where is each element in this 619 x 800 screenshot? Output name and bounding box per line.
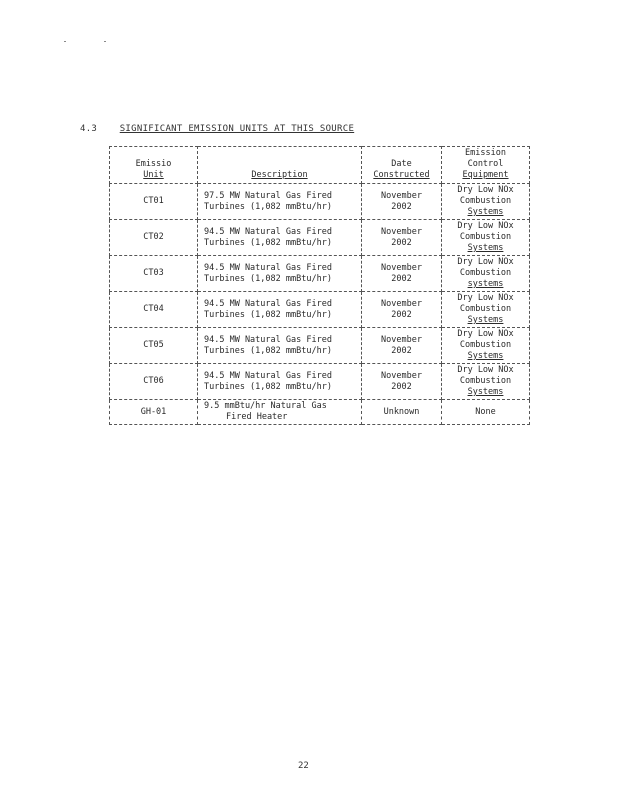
cell-text: systems [467,279,504,289]
cell-text: Dry Low NOx [457,221,514,231]
cell-text: November [381,298,422,309]
emission-units-table [109,146,530,425]
cell-text: November [381,262,422,273]
cell-text: 94.5 MW Natural Gas Fired [204,226,332,237]
table-row [110,184,530,220]
table-row [110,292,530,328]
cell-text: Fired Heater [226,412,288,422]
cell-date [362,364,442,400]
cell-text: Systems [467,387,504,397]
cell-text: Turbines (1,082 mmBtu/hr) [204,237,332,248]
header-text: Date [391,159,412,169]
cell-equipment [442,400,530,425]
cell-description [198,184,362,220]
cell-text: Combustion [459,376,512,386]
header-text: Unit [143,170,164,180]
section-heading [80,124,354,134]
header-date-constructed [362,147,442,184]
header-text: Emissio [135,159,172,169]
cell-text: Dry Low NOx [457,329,514,339]
cell-text: Combustion [459,304,512,314]
cell-description [198,364,362,400]
cell-text: Combustion [459,196,512,206]
cell-text: Systems [467,315,504,325]
cell-equipment [442,328,530,364]
cell-text: Turbines (1,082 mmBtu/hr) [204,309,332,320]
section-number: 4.3 [80,124,98,134]
cell-text: Dry Low NOx [457,365,514,375]
cell-unit: CT02 [110,220,198,256]
cell-equipment [442,364,530,400]
cell-equipment [442,220,530,256]
cell-text: Systems [467,243,504,253]
scan-speck [104,41,106,42]
cell-text: Unknown [383,406,420,417]
cell-unit: CT01 [110,184,198,220]
header-emission-unit [110,147,198,184]
cell-text: 94.5 MW Natural Gas Fired [204,370,332,381]
cell-text: November [381,334,422,345]
cell-text: Dry Low NOx [457,185,514,195]
table-row [110,256,530,292]
table-row [110,400,530,425]
cell-text: 2002 [391,309,412,320]
cell-text: Systems [467,351,504,361]
cell-text: Turbines (1,082 mmBtu/hr) [204,273,332,284]
cell-text: Turbines (1,082 mmBtu/hr) [204,381,332,392]
cell-date [362,400,442,425]
cell-text: 94.5 MW Natural Gas Fired [204,298,332,309]
cell-date [362,184,442,220]
table-row [110,364,530,400]
header-text: Emission [465,148,506,158]
cell-text: Combustion [459,232,512,242]
cell-equipment [442,256,530,292]
header-text: Equipment [462,170,509,180]
cell-text: Systems [467,207,504,217]
cell-description [198,256,362,292]
cell-unit: CT05 [110,328,198,364]
cell-description [198,220,362,256]
cell-description [198,292,362,328]
cell-text: November [381,226,422,237]
cell-text: Dry Low NOx [457,257,514,267]
cell-text: Combustion [459,268,512,278]
cell-unit: CT03 [110,256,198,292]
cell-text: None [475,406,496,417]
cell-text: 94.5 MW Natural Gas Fired [204,262,332,273]
cell-text: Turbines (1,082 mmBtu/hr) [204,345,332,356]
cell-text: 2002 [391,381,412,392]
cell-date [362,220,442,256]
cell-text: 2002 [391,273,412,284]
cell-equipment [442,292,530,328]
table-row [110,220,530,256]
cell-text: 2002 [391,201,412,212]
cell-text: 94.5 MW Natural Gas Fired [204,334,332,345]
cell-text: 2002 [391,237,412,248]
cell-unit: GH-01 [110,400,198,425]
cell-unit: CT04 [110,292,198,328]
cell-equipment [442,184,530,220]
cell-description [198,400,362,425]
header-text: Control [467,159,504,169]
header-text: Description [251,170,308,180]
table-row [110,328,530,364]
header-text: Constructed [373,170,430,180]
header-control-equipment [442,147,530,184]
header-description [198,147,362,184]
cell-text: Combustion [459,340,512,350]
cell-text: Turbines (1,082 mmBtu/hr) [204,201,332,212]
cell-date [362,292,442,328]
cell-text: 97.5 MW Natural Gas Fired [204,190,332,201]
cell-date [362,328,442,364]
cell-text: November [381,370,422,381]
cell-text: 2002 [391,345,412,356]
table-header-row [110,147,530,184]
section-title: SIGNIFICANT EMISSION UNITS AT THIS SOURCE [119,124,355,134]
cell-unit: CT06 [110,364,198,400]
cell-description [198,328,362,364]
cell-date [362,256,442,292]
cell-text: Dry Low NOx [457,293,514,303]
cell-text: 9.5 mmBtu/hr Natural Gas [204,401,327,411]
cell-text: November [381,190,422,201]
scan-speck [64,41,66,42]
page-number: 22 [298,761,309,771]
